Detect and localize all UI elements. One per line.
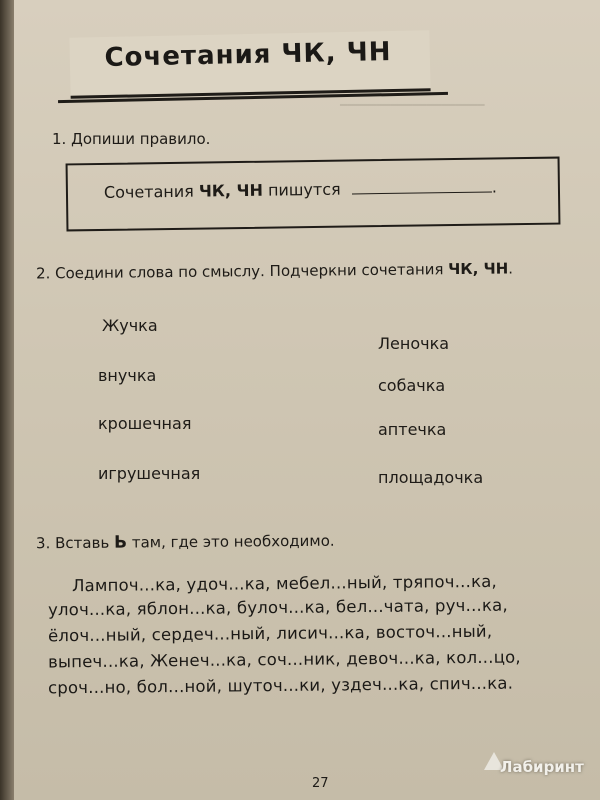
task3-heading (36, 531, 335, 554)
task2-bold: ЧК, ЧН (448, 259, 509, 279)
task3-number: 3. (35, 534, 51, 553)
task2-end: . (508, 259, 514, 278)
right-word[interactable]: площадочка (378, 468, 484, 487)
task3-text-before: Вставь (55, 533, 110, 553)
left-word[interactable]: Жучка (102, 316, 158, 335)
page-number: 27 (312, 776, 329, 791)
exercise-line: выпеч...ка, Женеч...ка, соч...ник, девоч...ка, кол...цо, (47, 647, 521, 672)
right-word[interactable]: аптечка (378, 420, 447, 439)
book-spine-shadow (0, 0, 14, 800)
exercise-line: ёлоч...ный, сердеч...ный, лисич...ка, восточ...ный, (47, 621, 493, 646)
task2-number: 2. (35, 264, 51, 283)
left-word[interactable]: крошечная (98, 414, 192, 433)
task3-text-after: там, где это необходимо. (131, 531, 335, 552)
right-word[interactable]: Леночка (378, 334, 450, 353)
right-word[interactable]: собачка (378, 376, 446, 395)
bleed-through-decoration: ━━━━━━━━━━━━━━━━━━━━ (340, 98, 485, 112)
task1-heading (52, 130, 210, 148)
rule-sentence (104, 177, 497, 201)
rule-bold: ЧК, ЧН (198, 180, 264, 201)
task1-text: Допиши правило. (71, 130, 211, 148)
task3-bold: Ь (113, 532, 128, 553)
rule-box (66, 157, 561, 232)
rule-prefix: Сочетания (103, 181, 194, 202)
rule-suffix: пишутся (267, 179, 341, 200)
title-block (58, 34, 448, 106)
exercise-line: сроч...но, бол...ной, шуточ...ки, уздеч...ка, спич...ка. (47, 673, 514, 698)
rule-answer-blank[interactable] (352, 192, 492, 195)
exercise-line: улоч...ка, яблон...ка, булоч...ка, бел...чата, руч...ка, (47, 595, 508, 620)
left-word[interactable]: игрушечная (98, 464, 201, 483)
rule-end: . (491, 177, 498, 197)
task2-text: Соедини слова по смыслу. Подчеркни сочетания (55, 260, 444, 283)
page-title: Сочетания ЧК, ЧН (104, 36, 392, 74)
exercise-line: Лампоч...ка, удоч...ка, мебел...ный, тряпоч...ка, (71, 571, 498, 596)
task1-number: 1. (52, 130, 67, 148)
left-word[interactable]: внучка (98, 366, 157, 385)
task2-heading (36, 260, 513, 283)
watermark-logo: Лабиринт (500, 758, 584, 776)
